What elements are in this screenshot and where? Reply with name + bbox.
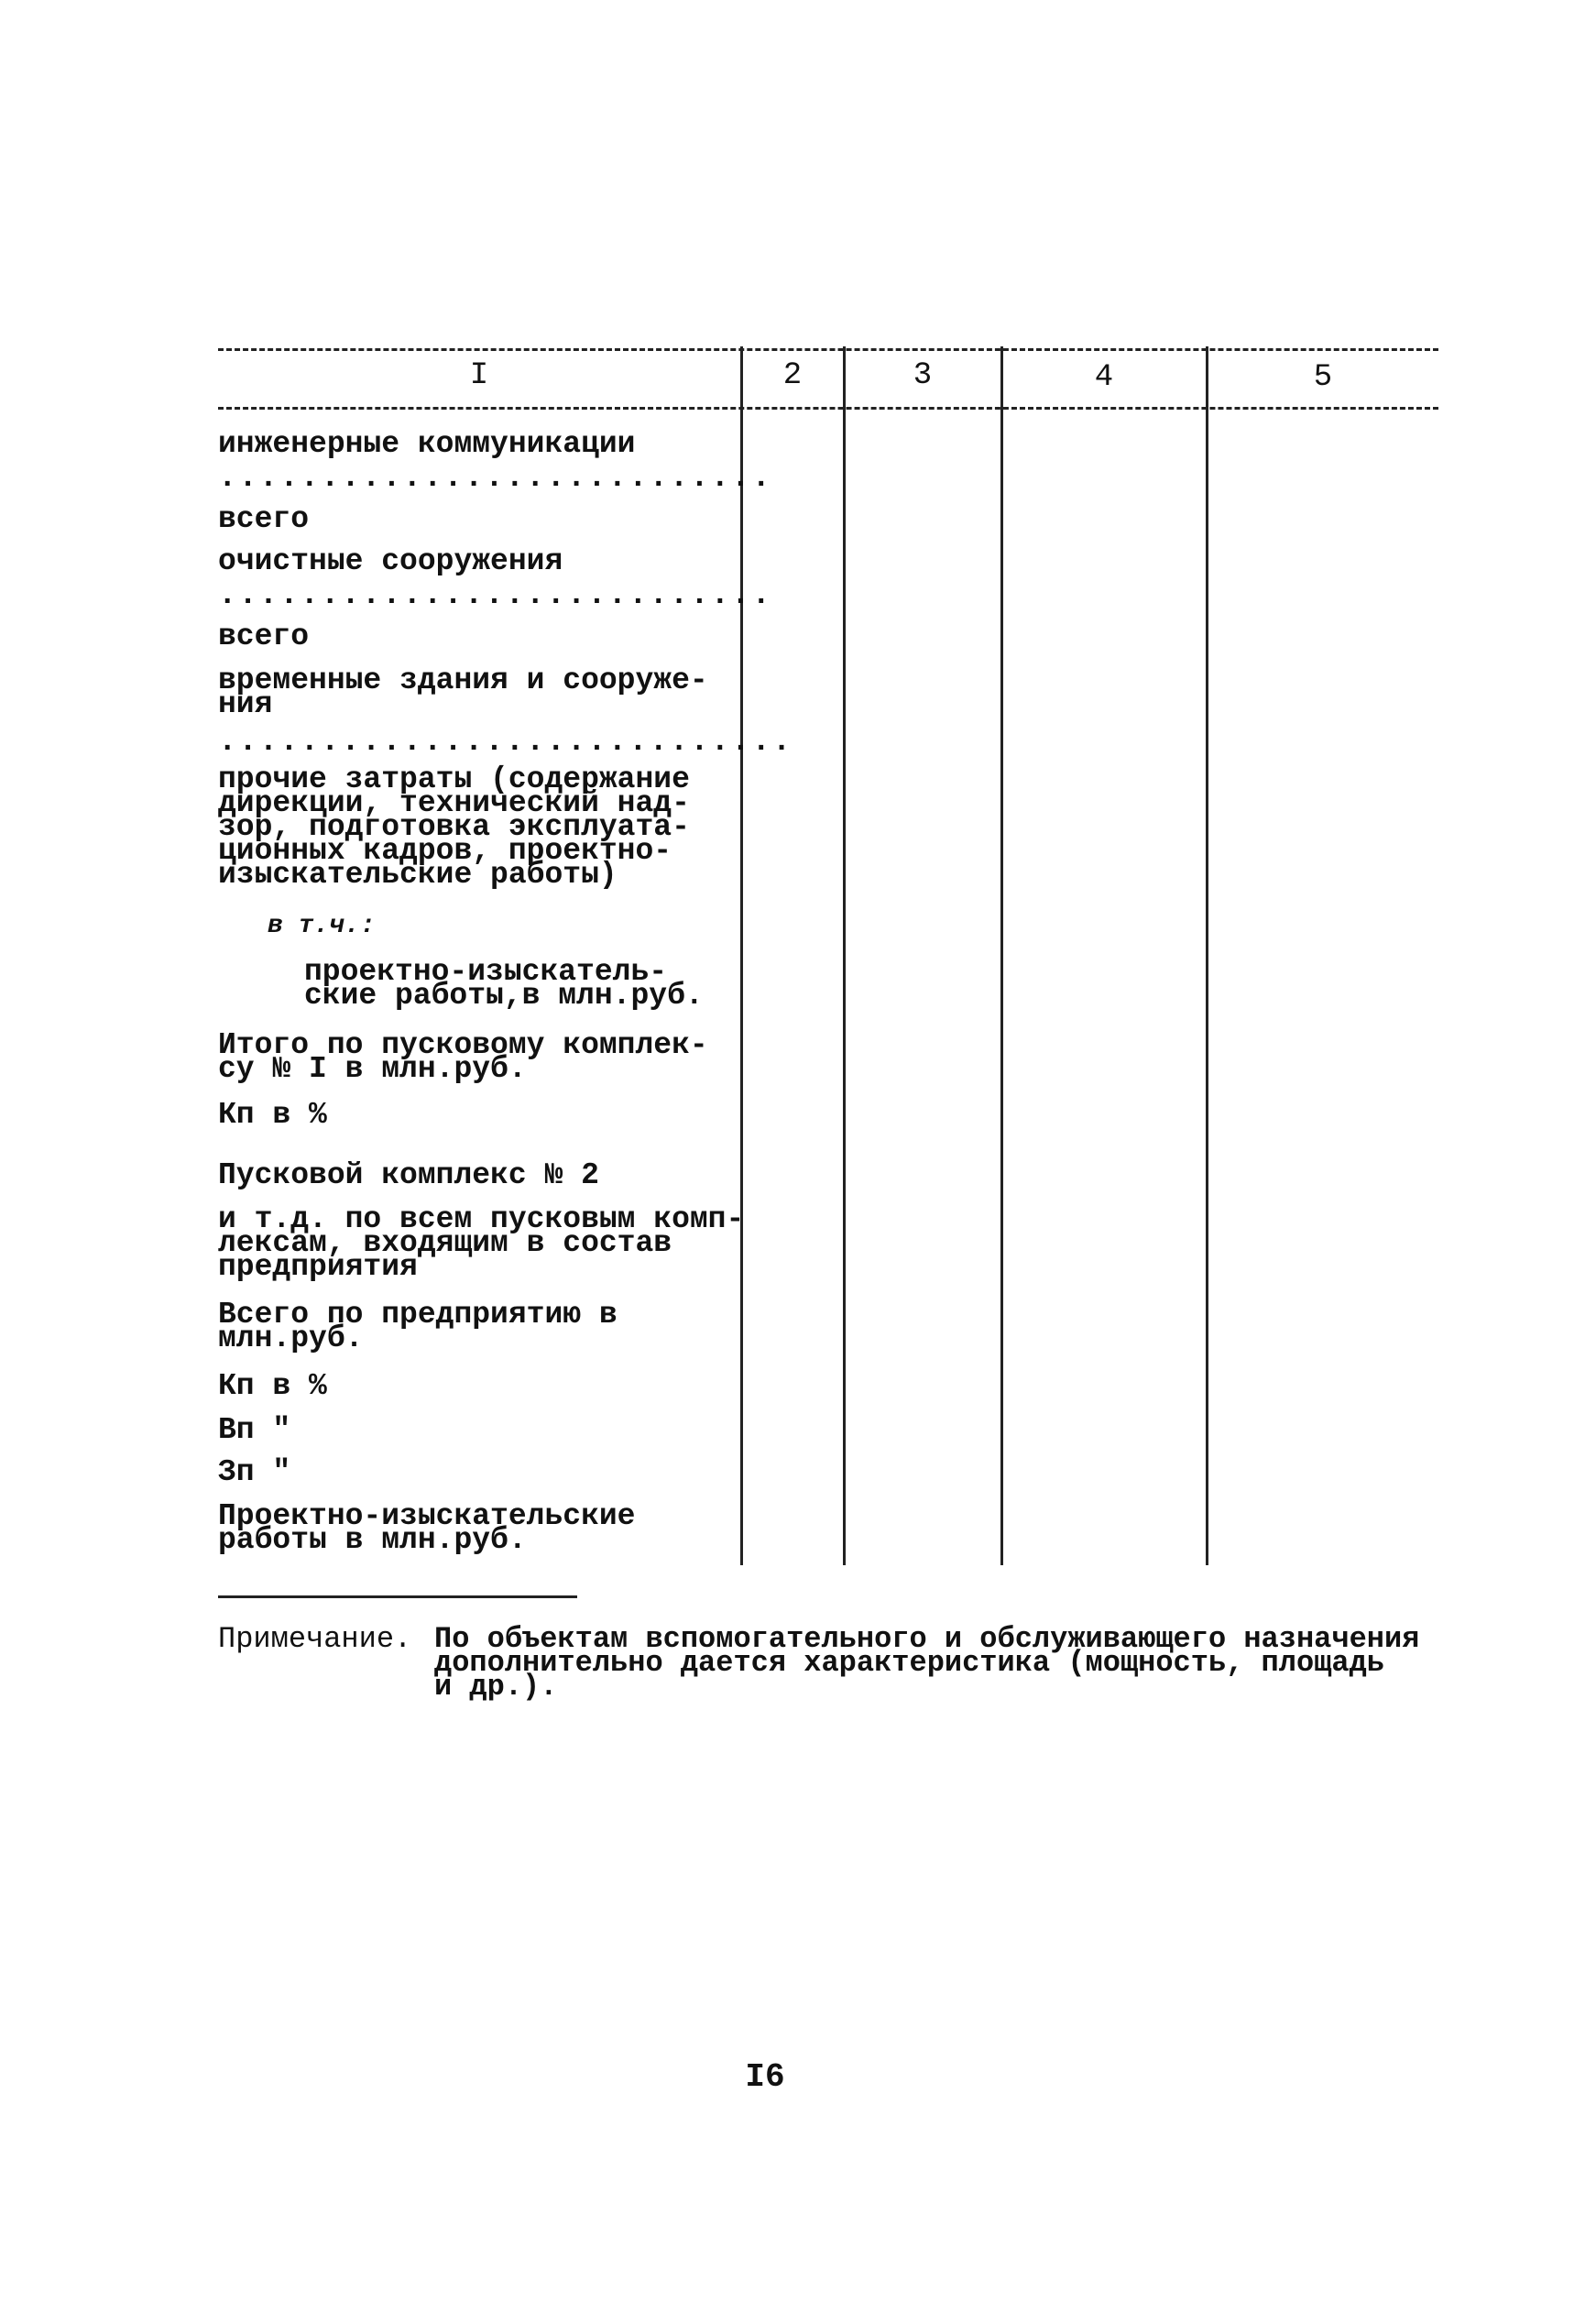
table-row: Кп в % [218,1098,327,1132]
footnote-label: Примечание. [218,1622,412,1656]
table-row: очистные сооружения [218,544,563,578]
table-row: и т.д. по всем пусковым комп- лексам, входящим в состав предприятия [218,1202,745,1284]
column-divider-4 [1206,346,1208,1565]
footnote-rule [218,1595,577,1598]
column-divider-3 [1000,346,1003,1565]
table-row: всего [218,502,310,536]
column-header-2: 2 [782,358,803,393]
page-number: I6 [745,2058,785,2096]
table-row: временные здания и сооруже- ния [218,663,708,721]
table-row-dots: ............................ [218,725,793,760]
column-header-1: I [469,358,489,393]
table-row: всего [218,619,310,653]
table-header-rule [218,407,1438,410]
footnote [218,1622,1420,1704]
table-row: Кп в % [218,1369,327,1403]
table-row: Вп " [218,1413,291,1447]
table-row: проектно-изыскатель- ские работы,в млн.руб. [304,955,704,1013]
table-row: Проектно-изыскательские работы в млн.руб. [218,1499,636,1557]
table-row: инженерные коммуникации [218,427,636,461]
table-row-dots: ........................... [218,578,772,613]
table-top-rule [218,348,1438,351]
table-row: Зп " [218,1455,291,1489]
column-divider-2 [843,346,846,1565]
table-row: Пусковой комплекс № 2 [218,1158,599,1192]
table-row: Всего по предприятию в млн.руб. [218,1298,618,1355]
table-row-dots: ........................... [218,461,772,496]
footnote-text: По объектам вспомогательного и обслуживающего назначения дополнительно дается характеристика (мощность, площадь и др.). [434,1622,1420,1704]
column-header-5: 5 [1313,360,1333,395]
column-header-3: 3 [913,358,933,393]
table-row: прочие затраты (содержание дирекции, технический над- зор, подготовка эксплуата- ционных кадров, проектно- изыскательские работы) [218,762,690,892]
table-row: Итого по пусковому комплек- су № I в млн.руб. [218,1028,708,1086]
column-header-4: 4 [1094,360,1114,395]
table-row: в т.ч.: [268,912,376,940]
